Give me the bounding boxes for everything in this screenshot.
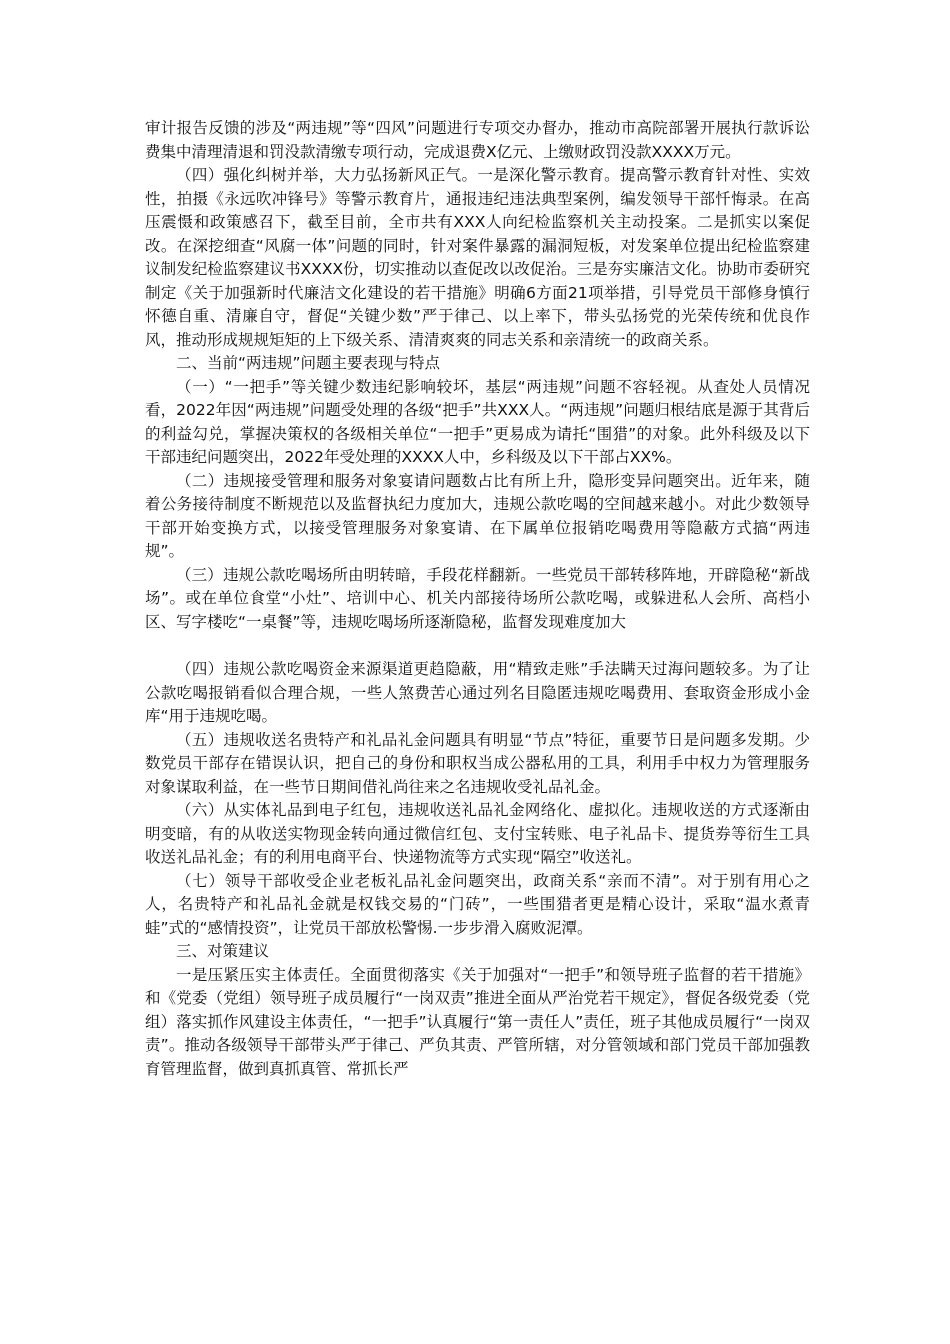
- section-heading-2: 二、当前“两违规”问题主要表现与特点: [176, 354, 441, 372]
- paragraph-item-4: （四）违规公款吃喝资金来源渠道更趋隐蔽，用“精致走账”手法瞒天过海问题较多。为了让公款吃喝报销看似合理合规，一些人煞费苦心通过列名目隐匿违规吃喝费用、套取资金形成小金库“用于违规吃喝。: [145, 660, 810, 725]
- paragraph-item-2: （二）违规接受管理和服务对象宴请问题数占比有所上升，隐形变异问题突出。近年来，随着公务接待制度不断规范以及监督执纪力度加大，违规公款吃喝的空间越来越小。对此少数领导干部开始变换方式，以接受管理服务对象宴请、在下属单位报销吃喝费用等隐蔽方式搞“两违规”。: [145, 471, 810, 560]
- paragraph-item-3: （三）违规公款吃喝场所由明转暗，手段花样翻新。一些党员干部转移阵地，开辟隐秘“新战场”。或在单位食堂“小灶”、培训中心、机关内部接待场所公款吃喝，或躲进私人会所、高档小区、写字楼吃“一桌餐”等，违规吃喝场所逐渐隐秘，监督发现难度加大: [145, 565, 810, 631]
- paragraph-item-6: （六）从实体礼品到电子红包，违规收送礼品礼金网络化、虚拟化。违规收送的方式逐渐由明变暗，有的从收送实物现金转向通过微信红包、支付宝转账、电子礼品卡、提货券等衍生工具收送礼品礼金；有的利用电商平台、快递物流等方式实现“隔空”收送礼。: [145, 801, 810, 866]
- paragraph-item-7: （七）领导干部收受企业老板礼品礼金问题突出，政商关系“亲而不清”。对于别有用心之人，名贵特产和礼品礼金就是权钱交易的“门砖”，一些围猎者更是精心设计，采取“温水煮青蛙”式的“感情投资”，让党员干部放松警惕.一步步滑入腐败泥潭。: [145, 871, 810, 937]
- paragraph-recommendation-1: 一是压紧压实主体责任。全面贯彻落实《关于加强对“一把手”和领导班子监督的若干措施》和《党委（党组）领导班子成员履行“一岗双责”推进全面从严治党若干规定》，督促各级党委（党组）落实抓作风建设主体责任，“一把手”认真履行“第一责任人”责任，班子其他成员履行“一岗双责”。推动各级领导干部带头严于律己、严负其责、严管所辖，对分管领域和部门党员干部加强教育管理监督，做到真抓真管、常抓长严: [145, 965, 810, 1078]
- paragraph-item-5: （五）违规收送名贵特产和礼品礼金问题具有明显“节点”特征，重要节日是问题多发期。少数党员干部存在错误认识，把自己的身份和职权当成公器私用的工具，利用手中权力为管理服务对象谋取利益，在一些节日期间借礼尚往来之名违规收受礼品礼金。: [145, 730, 810, 796]
- paragraph-continuation: 审计报告反馈的涉及“两违规”等“四风”问题进行专项交办督办，推动市高院部署开展执行款诉讼费集中清理清退和罚没款清缴专项行动，完成退费X亿元、上缴财政罚没款XXXX万元。: [145, 119, 810, 161]
- paragraph-item-1: （一）“一把手”等关键少数违纪影响较坏，基层“两违规”问题不容轻视。从查处人员情况看，2022年因“两违规”问题受处理的各级“把手”共XXX人。“两违规”问题归根结底是源于其背后的利益勾兑，掌握决策权的各级相关单位“一把手”更易成为请托“围猎”的对象。此外科级及以下干部违纪问题突出，2022年受处理的XXXX人中，乡科级及以下干部占XX%。: [145, 377, 810, 466]
- section-heading-3: 三、对策建议: [176, 942, 270, 960]
- blank-line: [145, 634, 810, 658]
- paragraph-section-4: （四）强化纠树并举，大力弘扬新风正气。一是深化警示教育。提高警示教育针对性、实效性，拍摄《永远吹冲锋号》等警示教育片，通报违纪违法典型案例，编发领导干部忏悔录。在高压震慑和政策感召下，截至目前，全市共有XXX人向纪检监察机关主动投案。二是抓实以案促改。在深挖细查“风腐一体”问题的同时，针对案件暴露的漏洞短板，对发案单位提出纪检监察建议制发纪检监察建议书XXXX份，切实推动以查促改以改促治。三是夯实廉洁文化。协助市委研究制定《关于加强新时代廉洁文化建设的若干措施》明确6方面21项举措，引导党员干部修身慎行怀德自重、清廉自守，督促“关键少数”严于律己、以上率下，带头弘扬党的光荣传统和优良作风，推动形成规规矩矩的上下级关系、清清爽爽的同志关系和亲清统一的政商关系。: [145, 166, 810, 349]
- document-body: [145, 117, 810, 1081]
